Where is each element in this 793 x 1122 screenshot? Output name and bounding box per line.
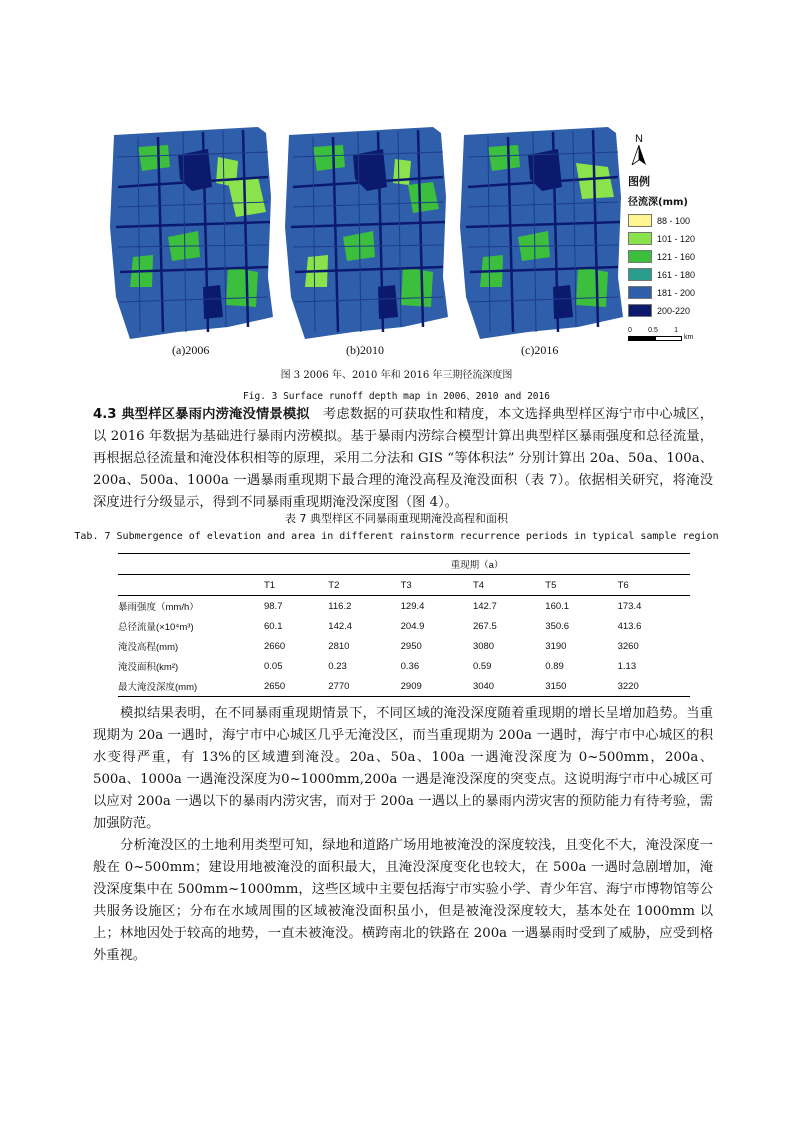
scale-label: 0.5 — [648, 327, 658, 334]
table-row — [118, 616, 690, 636]
map-2006-graphic — [108, 127, 280, 339]
table-cell: 3040 — [473, 676, 545, 697]
column-header: T2 — [328, 575, 400, 596]
legend-item — [628, 284, 718, 301]
table-cell: 2950 — [400, 640, 422, 652]
figure-caption-cn: 图 3 2006 年、2010 年和 2016 年三期径流深度图 — [280, 370, 513, 381]
column-header: T5 — [545, 575, 617, 596]
scale-bar — [628, 327, 718, 341]
legend-item — [628, 212, 718, 229]
legend-label: 181 - 200 — [657, 287, 696, 298]
table-cell: 142.7 — [473, 596, 545, 617]
row-label: 淹没高程(mm) — [118, 642, 179, 653]
table-cell: 116.2 — [328, 596, 400, 617]
table-row — [118, 636, 690, 656]
legend-label: 121 - 160 — [657, 251, 696, 262]
table-cell: 0.23 — [328, 660, 347, 672]
table-cell: 2660 — [264, 640, 286, 652]
section-text: 考虑数据的可获取性和精度，本文选择典型样区海宁市中心城区，以 2016 年数据为基础进行暴雨内涝模拟。基于暴雨内涝综合模型计算出典型样区暴雨强度和总径流量，再根据总径流量和淹没体积相等的原理，采用二分法和 GIS “等体积法” 分别计算出 20a、50a、100a、200a、500a、1000a 一遇暴雨重现期下最合理的淹没高程及淹没面积（表 7）。依据相关研究，将淹没深度进行分级显示，得到不同暴雨重现期淹没深度图（图 4）。 — [93, 407, 714, 510]
table-cell: 3260 — [617, 640, 639, 652]
row-label: 淹没面积(km²) — [118, 662, 179, 673]
legend-swatch — [628, 286, 652, 299]
legend-item — [628, 248, 718, 265]
group-header: 重现期（a） — [264, 554, 690, 575]
table-cell: 129.4 — [401, 596, 473, 617]
legend-item — [628, 302, 718, 319]
table-cell: 267.5 — [472, 620, 497, 632]
body-text — [93, 703, 713, 967]
legend-item — [628, 266, 718, 283]
table-cell: 60.1 — [264, 620, 283, 632]
table-row — [118, 656, 690, 676]
table-cell: 3150 — [545, 676, 617, 697]
runoff-map-2006 — [108, 127, 280, 339]
map-2010-graphic — [283, 127, 455, 339]
table-title-en: Tab. 7 Submergence of elevation and area in different rainstorm recurrence periods in typical sample region — [74, 531, 719, 542]
table-cell: 1.13 — [617, 660, 637, 672]
column-header: T6 — [618, 575, 690, 596]
row-label: 总径流量(×10⁴m³) — [118, 622, 194, 633]
column-header: T1 — [264, 575, 328, 596]
runoff-map-2016 — [458, 127, 630, 339]
north-label: N — [635, 133, 643, 145]
north-arrow — [628, 133, 650, 169]
map-label-2010: (b)2010 — [346, 343, 384, 357]
table-cell: 2770 — [328, 676, 400, 697]
paragraph: 模拟结果表明，在不同暴雨重现期情景下，不同区域的淹没深度随着重现期的增长呈增加趋势。当重现期为 20a 一遇时，海宁市中心城区几乎无淹没区，而当重现期为 200a 一遇时，海宁市中心城区的积水变得严重，有 13%的区域遭到淹没。20a、50a、100a 一遇淹没深度为 0~500mm，200a、500a、1000a 一遇淹没深度为0~1000mm,200a 一遇是淹没深度的突变点。这说明海宁市中心城区可以应对 200a 一遇以下的暴雨内涝灾害，而对于 200a 一遇以上的暴雨内涝灾害的预防能力有待考验，需加强防范。 — [93, 706, 713, 831]
table-cell: 3190 — [545, 640, 567, 652]
legend-swatch — [628, 268, 652, 281]
legend-label: 200-220 — [657, 305, 691, 316]
legend-title: 图例 — [628, 175, 650, 188]
table-cell: 142.4 — [328, 620, 353, 632]
scale-label: 0 — [628, 327, 632, 334]
table-cell: 0.59 — [472, 660, 492, 672]
legend-item — [628, 230, 718, 247]
table-header-row — [118, 575, 690, 596]
table-row — [118, 596, 690, 617]
table-cell: 350.6 — [545, 620, 570, 632]
legend-label: 101 - 120 — [657, 233, 696, 244]
scale-label: 1 — [674, 327, 678, 334]
legend-swatch — [628, 232, 652, 245]
table-cell: 3080 — [472, 640, 495, 652]
column-header: T3 — [401, 575, 473, 596]
north-arrow-icon — [631, 145, 647, 165]
section-4-3 — [93, 404, 713, 514]
scale-unit: km — [684, 334, 694, 341]
section-heading: 4.3 典型样区暴雨内涝淹没情景模拟 — [93, 407, 310, 422]
legend-swatch — [628, 304, 652, 317]
submergence-table — [118, 553, 690, 697]
map-legend — [628, 133, 718, 341]
table-cell: 173.4 — [618, 596, 690, 617]
table-cell: 2810 — [328, 640, 350, 652]
figure-caption-en: Fig. 3 Surface runoff depth map in 2006、2010 and 2016 — [243, 391, 550, 402]
legend-label: 88 - 100 — [657, 215, 691, 226]
table-cell: 2909 — [401, 676, 473, 697]
map-2016-graphic — [458, 127, 630, 339]
legend-label: 161 - 180 — [657, 269, 696, 280]
table-cell: 3220 — [618, 676, 690, 697]
table-title-cn: 表 7 典型样区不同暴雨重现期淹没高程和面积 — [285, 512, 508, 525]
table-cell: 204.9 — [400, 620, 425, 632]
table-cell: 98.7 — [264, 596, 328, 617]
table-cell: 0.89 — [545, 660, 564, 672]
row-label: 最大淹没深度(mm) — [118, 676, 264, 697]
paragraph: 分析淹没区的土地利用类型可知，绿地和道路广场用地被淹没的深度较浅，且变化不大，淹没深度一般在 0~500mm；建设用地被淹没的面积最大，且淹没深度变化也较大，在 500a 一遇时急剧增加，淹没深度集中在 500mm~1000mm，这些区域中主要包括海宁市实验小学、青少年宫、海宁市博物馆等公共服务设施区；分布在水域周围的区域被淹没面积虽小，但是被淹没深度较大，基本处在 1000mm 以上；林地因处于较高的地势，一直未被淹没。横跨南北的铁路在 200a 一遇暴雨时受到了威胁，应受到格外重视。 — [93, 838, 713, 963]
runoff-map-2010 — [283, 127, 455, 339]
legend-subtitle: 径流深(mm) — [628, 197, 688, 208]
column-header: T4 — [473, 575, 545, 596]
legend-swatch — [628, 250, 652, 263]
table-cell: 413.6 — [617, 620, 642, 632]
row-label: 暴雨强度（mm/h） — [118, 596, 264, 617]
table-group-header-row — [118, 554, 690, 575]
table-cell: 0.05 — [264, 660, 283, 672]
table-cell: 0.36 — [400, 660, 420, 672]
table-cell: 2650 — [264, 676, 328, 697]
map-label-2016: (c)2016 — [521, 343, 559, 357]
table-cell: 160.1 — [545, 596, 617, 617]
map-label-2006: (a)2006 — [172, 343, 210, 357]
table-row — [118, 676, 690, 697]
legend-swatch — [628, 214, 652, 227]
